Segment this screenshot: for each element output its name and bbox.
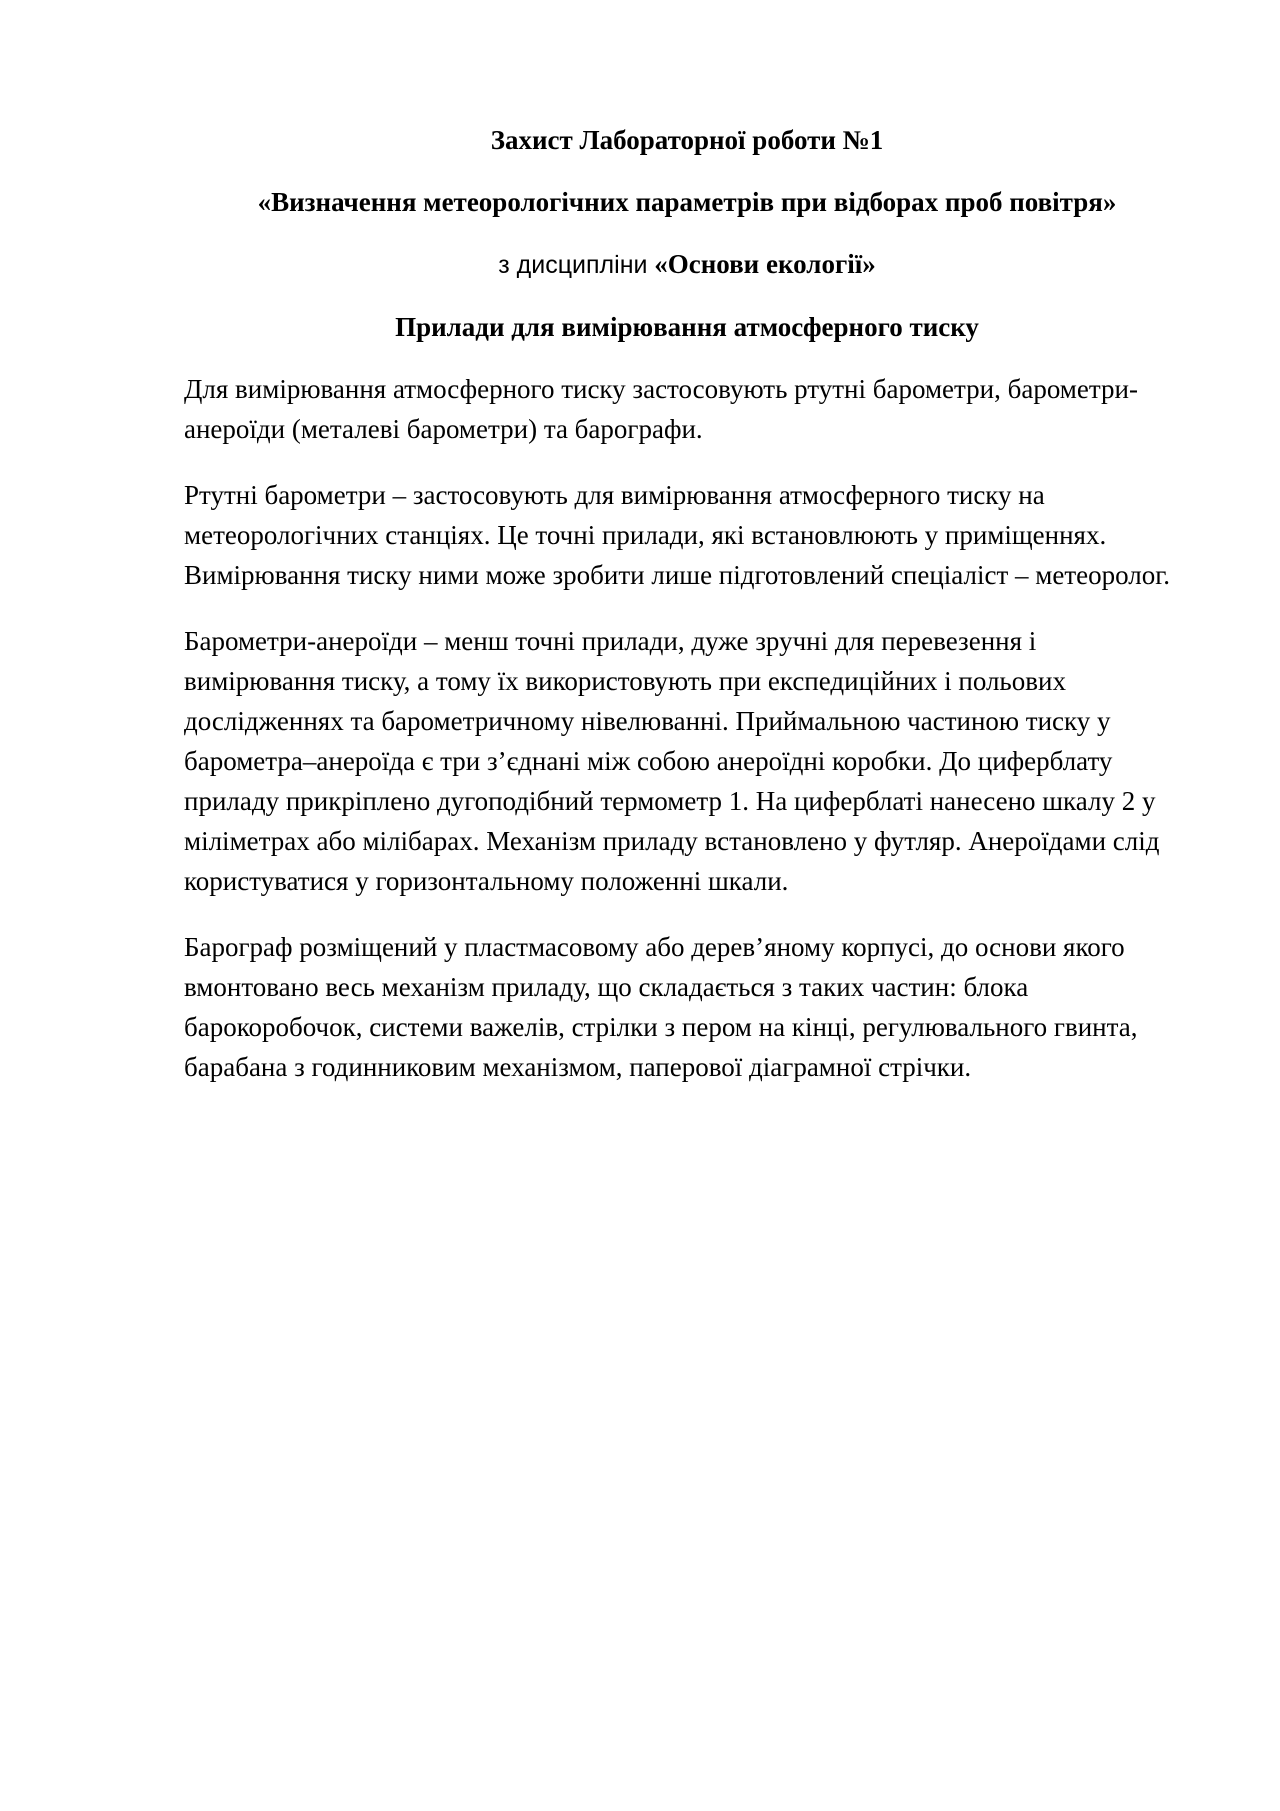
document-body [184,120,1190,1113]
lab-work-name: «Визначення метеорологічних параметрів при відборах проб повітря» [257,187,1117,217]
subject-name: «Основи екології» [654,249,876,279]
paragraph-intro: Для вимірювання атмосферного тиску застосовують ртутні барометри, барометри-анероїди (металеві барометри) та барографи. [184,374,1138,444]
subject-prefix: з дисципліни [498,251,648,279]
paragraph-barograph: Барограф розміщений у пластмасовому або дерев’яному корпусі, до основи якого вмонтовано весь механізм приладу, що складається з таких частин: блока барокоробочок, системи важелів, стрілки з пером на кінці, регулювального гвинта, барабана з годинниковим механізмом, паперової діаграмної стрічки. [184,932,1138,1082]
document-title: Захист Лабораторної роботи №1 [490,125,884,155]
subject-line [184,244,1190,285]
section-heading: Прилади для вимірювання атмосферного тиску [395,312,979,342]
paragraph-aneroid-barometers: Барометри-анероїди – менш точні прилади, дуже зручні для перевезення і вимірювання тиску, а тому їх використовують при експедиційних і польових дослідженнях та барометричному нівелюванні. Приймальною частиною тиску у барометра–анероїда є три з’єднані між собою анероїдні коробки. До циферблату приладу прикріплено дугоподібний термометр 1. На циферблаті нанесено шкалу 2 у міліметрах або мілібарах. Механізм приладу встановлено у футляр. Анероїдами слід користуватися у горизонтальному положенні шкали. [184,626,1160,896]
paragraph-mercury-barometers: Ртутні барометри – застосовують для вимірювання атмосферного тиску на метеорологічних станціях. Це точні прилади, які встановлюють у приміщеннях. Вимірювання тиску ними може зробити лише підготовлений спеціаліст – метеоролог. [184,480,1171,590]
